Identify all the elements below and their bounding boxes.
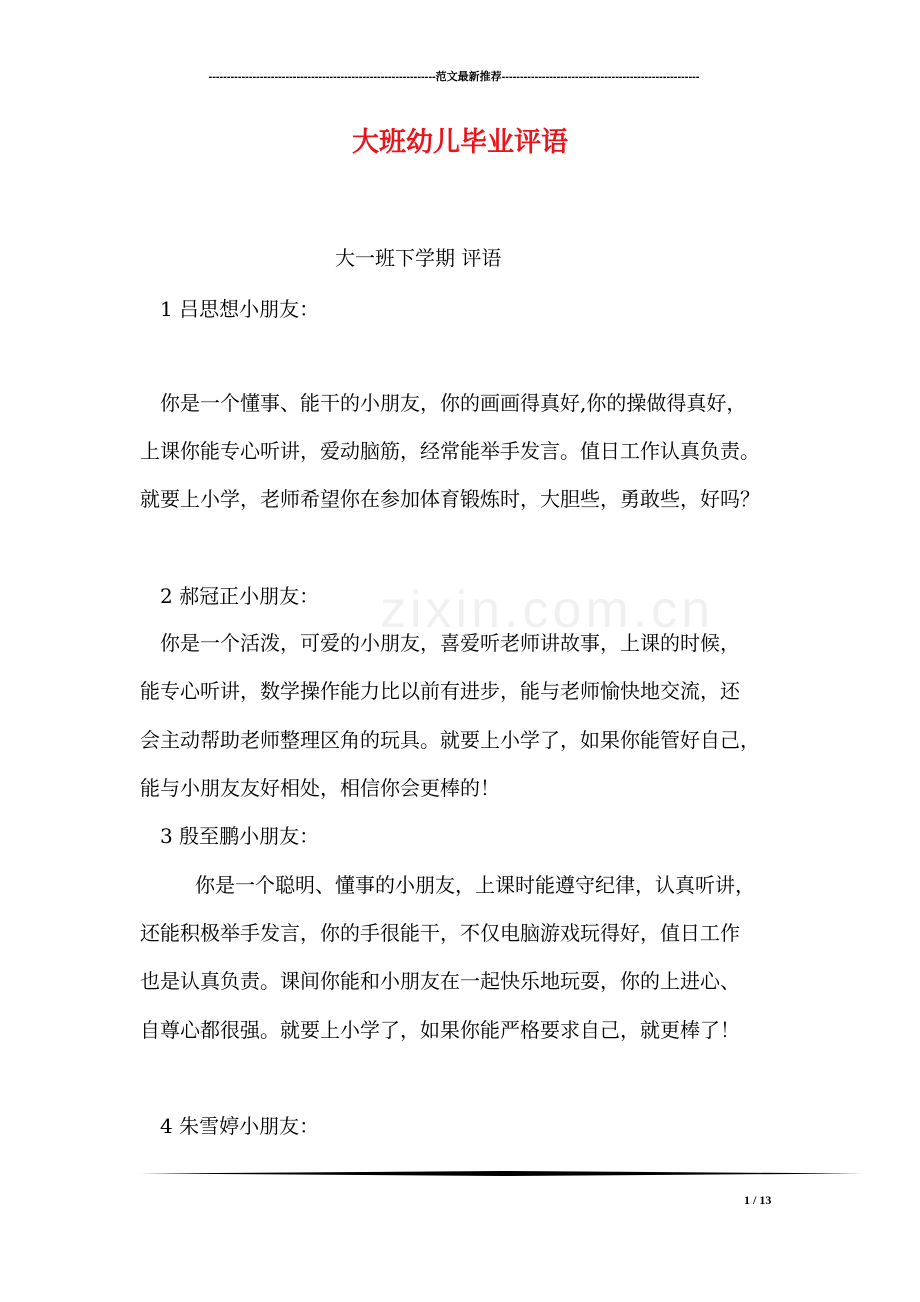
paragraph-line: 会主动帮助老师整理区角的玩具。就要上小学了，如果你能管好自己， [140,728,760,752]
page-header: --------------------------------------------------------------范文最新推荐------------------------------------------------------ [208,71,700,83]
paragraph-line: 你是一个活泼，可爱的小朋友，喜爱听老师讲故事，上课的时候， [160,631,740,655]
student-heading: 4 朱雪婷小朋友： [160,1114,320,1138]
paragraph-line: 你是一个懂事、能干的小朋友，你的画画得真好,你的操做得真好， [160,391,747,415]
paragraph-line: 就要上小学，老师希望你在参加体育锻炼时，大胆些，勇敢些，好吗？ [140,487,760,511]
watermark: zixin.com.cn [380,581,715,639]
student-heading: 1 吕思想小朋友： [160,297,320,321]
paragraph-line: 还能积极举手发言，你的手很能干，不仅电脑游戏玩得好，值日工作 [140,921,740,945]
footer-rule [140,1171,862,1176]
document-title: 大班幼儿毕业评语 [352,127,568,158]
paragraph-line: 能与小朋友友好相处，相信你会更棒的！ [140,776,500,800]
paragraph-line: 自尊心都很强。就要上小学了，如果你能严格要求自己，就更棒了！ [140,1018,740,1042]
paragraph-line: 能专心听讲，数学操作能力比以前有进步，能与老师愉快地交流，还 [140,679,740,703]
section-heading: 大一班下学期 评语 [335,246,502,270]
paragraph-line: 你是一个聪明、懂事的小朋友，上课时能遵守纪律，认真听讲， [195,873,755,897]
page-number: 1 / 13 [744,1193,772,1207]
student-heading: 2 郝冠正小朋友： [160,584,320,608]
student-heading: 3 殷至鹏小朋友： [160,824,320,848]
paragraph-line: 也是认真负责。课间你能和小朋友在一起快乐地玩耍，你的上进心、 [140,969,740,993]
paragraph-line: 上课你能专心听讲，爱动脑筋，经常能举手发言。值日工作认真负责。 [140,439,760,463]
